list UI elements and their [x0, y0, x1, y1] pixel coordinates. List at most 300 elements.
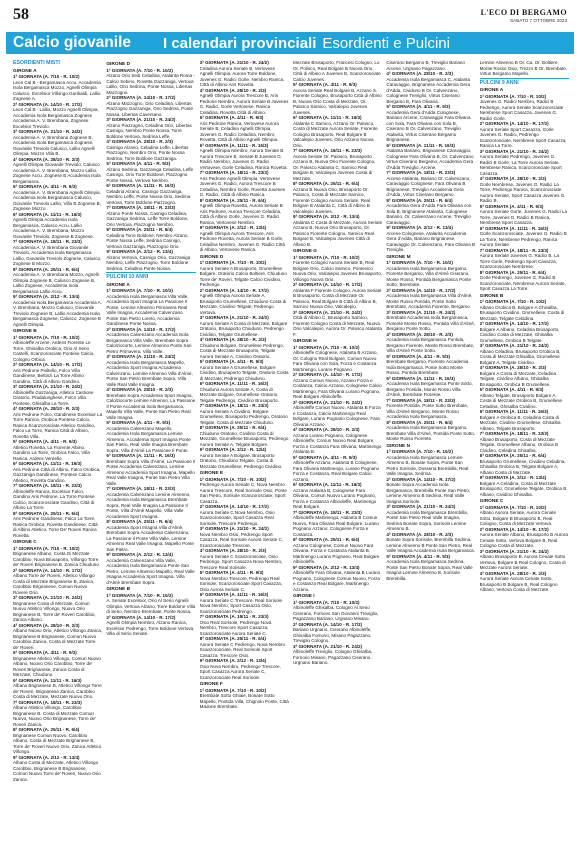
fixture-list: Albinoleffe Gazzaniga, Atletico Castione Oratorio, Pradalunghese, Folco Villa Pontese, Ghisalba La Torre. [13, 389, 94, 406]
matchday-heading: 3ª GIORNATA (A. 21/10 - R. 24/2) [292, 309, 363, 315]
fixture-list: Accademia Calvenzano Accademia Isola Bergamasca Villa Valle, Brembate Sopra Calolziocorte, Lemine Almenno Ponte San Pietro Primavera, Villa Valle. [106, 332, 192, 354]
matchday-heading: 4ª GIORNATA (A. 28/10 - R. 2/3) [13, 622, 80, 628]
fixture-list: Arcene Atalanta, Bariano Or. Calvenzano, Caravaggio Colognese, Fara Olivana B Brignanese, Treviglio Accademia Gera d'Adda, Virtus Ciserano Bergamo. [386, 175, 471, 197]
matchday-heading: 2ª GIORNATA (A. 14/10 - R. 17/2) [386, 287, 456, 293]
fixture-list: Celadina Alzano, Casnigo Gazzaniga, Nembro Leffe, Ponte Nossa Orio, Sedrina Vertova, Torre Boldone Piazzogno. [106, 188, 191, 205]
matchday-heading: 7ª GIORNATA (A. 18/11 - R. 23/3) [13, 699, 82, 705]
fixture-list: Albinoleffe Treviglio, Cologno Ghisalba, Fornovo Misano, Pagazzano Ciserano, Urgnano Bariano. [292, 649, 373, 665]
group-heading: GIRONE E [199, 471, 224, 476]
matchday-heading: 2ª GIORNATA (A. 14/10 - R. 17/2) [479, 526, 549, 532]
fixture-list: Accademia Isola Bergamasca Sedrina, Ponte San Pietro Bonate Sopra, Real Valle Imagna Lemine Almenno B, Sorisole Brembilla. [386, 559, 473, 581]
fixture-list: Accademia Isola Bergamasca Pontida, Bergamo Fiorente, Monte Rosso Brembate, Villa d'Almè Ponte Sotto. [386, 337, 475, 353]
matchday-heading: 1ª GIORNATA (A. 7/10 - R. 10/2) [199, 687, 267, 693]
matchday-heading: 7ª GIORNATA (A. 18/11 - R. 23/3) [292, 148, 362, 153]
section-title: Calcio giovanile [13, 34, 132, 51]
matchday-heading: 3ª GIORNATA (A. 21/10 - R. 24/2) [292, 399, 363, 405]
fixture-list: Brignanese Atletico Villongo, Comun Nuovo Albano, Nuovo Orio Carobbio, Torre de' Roveri Brignanese, Zanica Costa di Mezzate, Chiuduno. [13, 655, 101, 677]
matchday-heading: 6ª GIORNATA (A. 11/11 - R. 16/3) [199, 381, 269, 386]
group-heading: GIRONE I [292, 594, 315, 599]
matchday-heading: 2ª GIORNATA (A. 14/10 - R. 17/2) [199, 287, 269, 293]
matchday-heading: 7ª GIORNATA (A. 18/11 - R. 23/3) [199, 614, 269, 619]
fixture-list: Accademia A. V. Brembana Zognese B, Accademia Isola Bergamasca Zognese, Giovanile Treviolo Calusco, Lallio Agnelli Olimpia, Mozzo Villa B. [13, 134, 95, 156]
matchday-heading: 4ª GIORNATA (A. 28/10 - R. 2/3) [199, 337, 267, 342]
group-heading: GIRONE B [479, 293, 504, 299]
matchday-heading: 7ª GIORNATA (A. 18/11 - R. 23/3) [479, 431, 549, 436]
fixture-list: Albinoleffe Arcene, Ardens Fiorente Le Torre, Ghisalba Orobica, Orio Al Serio Castelli, Scanzorosciate Pontese Calcio, Cologno Orbica. [13, 340, 95, 362]
fixture-list: Brembate Bergamo, Fiorente Accademia Isola Bergamasca, Ponte Sotto Monte Rosso, Pontida Brembate. [386, 359, 469, 375]
matchday-heading: 2ª GIORNATA (A. 14/10 - R. 17/2) [13, 362, 83, 367]
matchday-heading: 4ª GIORNATA (A. 28/10 - R. 2/3) [386, 331, 453, 337]
fixture-list: Bolgare A Celadina, Costa di Mezzate Brusaporto, Grumellese Telgate, Orobica B Albano, Cividino Ghisalba. [479, 480, 567, 497]
fixture-list: Nova Nembro Osio, Pedrengo Sport Casazza, Real Sorisole Aurora Seriate C, Scanzorosciate Trescore. [199, 531, 284, 548]
fixture-list: Atalanta C Sarnico, Azzano Or. Palosco, Costa di Mezzate Aurora Seriate, Fiorente Cologno Brusaporto, Real Bolgare B Valcalepio Juvenes, Orio Azzano Nuova Orio. [292, 120, 378, 148]
fixture-list: Bolgare A Costa di Mezzate, Celadina Telgate, Cividino Albano, Ghisalba Brusaporto, Orobica B Grumellese. [479, 370, 556, 387]
matchday-heading: 9ª GIORNATA (A. 2/12 - R. 13/4) [106, 552, 173, 557]
fixture-list: Accademia Isola Bergamasca Villa Valle, Accademia Sport Imagna La Passione Il Ponte, Lemine Almenno Primavera Real Valle Imagna, Accademia Calvenzano Ponte San Pietro Loreto, Accademia Gandinese Ponte Nossa. [106, 293, 189, 326]
matchday-heading: 8ª GIORNATA (A. 25/11 - R. 6/4) [199, 197, 266, 203]
matchday-heading: 4ª GIORNATA (A. 28/10 - R. 2/3) [199, 87, 267, 93]
matchday-heading: 1ª GIORNATA (A. 7/10 - R. 10/2) [199, 260, 267, 265]
matchday-heading: 5ª GIORNATA (A. 4/11 - R. 9/3) [386, 353, 451, 359]
brand-name: L'ECO DI BERGAMO [480, 8, 567, 17]
fixture-list: Brignanese Costa di Mezzate, Comun Nuovo Atletico Villongo, Nuovo Orio Brignanese B, Torre de' Roveri Carobbio, Zanica Albano. [13, 600, 96, 622]
fixture-list: Fiorente Pontida, Ponte Sotto Brembate, Villa d'Almè Bergamo, Monte Rosso Accademia Isola Bergamasca. [386, 403, 469, 419]
fixture-list: Accademia Gera d'Adda Colognese, Bariano Arcene, Caravaggio Fara Olivana con Sola, Fara Olivana con Sola B, Ciserano B Or. Calvenzano, Treviglio Atalanta, Virtus Ciserano Bergamo Brignanese. [386, 109, 471, 142]
matchday-heading: 6ª GIORNATA (A. 11/11 - R. 16/3) [479, 409, 549, 414]
fixture-list: Agnelli Olimpia Aurora Trescore B, Aris Pedrone Nembro, Aurora Seriate B Juvenes G. Radici, Gorle Vertovese, Ranica Celadina, Rovetta Città di Albino. [199, 93, 289, 115]
matchday-heading: 7ª GIORNATA (A. 18/11 - R. 23/3) [199, 403, 269, 408]
fixture-list: Agnelli Olimpia Aurora Seriate A, Brusaporto Grumellese, Chiuduno Costa di Mezzate, Cividino Telgate, Pedrengo Vertova. [199, 293, 287, 315]
matchday-heading: 2ª GIORNATA (A. 14/10 - R. 17/2) [292, 372, 363, 377]
fixture-list: Brembate Sopra Villa d'Almè, La Passione Il Ponte Accademia Calvenzano, Lemine Almenno Accademia Sport Imagna, Mapello Real Valle Imagna, Ponte San Pietro Villa Valle. [106, 458, 196, 486]
matchday-heading: 6ª GIORNATA (A. 11/11 - R. 16/3) [106, 183, 175, 188]
fixture-list: Accademia Gera d'Adda Fara Olivana con Sola B, Brignanese Atalanta, Colognese Bariano, Or. Calvenzano Arcene, Treviglio Caravaggio. [386, 203, 472, 225]
matchday-heading: 9ª GIORNATA (A. 2/12 - R. 13/4) [106, 249, 173, 254]
matchday-heading: 5ª GIORNATA (A. 4/11 - R. 9/3) [292, 82, 357, 87]
matchday-heading: 6ª GIORNATA (A. 11/11 - R. 16/3) [292, 482, 362, 487]
fixture-list: Agnelli Olimpia Nembro, Alzano Ranica, Excelsior Pedrengo, Torre Boldone Vertova, Villa di Serio Seriate. [106, 620, 195, 636]
matchday-heading: 1ª GIORNATA (A. 7/10 - R. 10/2) [292, 254, 360, 260]
matchday-heading: 2ª GIORNATA (A. 14/10 - R. 17/2) [199, 504, 269, 509]
category-heading: PULCINI 9 ANNI [479, 79, 519, 86]
matchday-heading: 8ª GIORNATA (A. 25/11 - R. 6/4) [13, 510, 80, 516]
fixture-list: Albano Brignanese B, Atletico Villongo Torre de' Roveri, Brignanese Zanica, Carobbio Costa di Mezzate, Mezzate Nuovo Orio. [13, 683, 102, 699]
fixture-list: Brembate Accademia Isola Bergamasca, Fiorente Monte Rosso, Pontida Villa d'Almè, Bergamo Ponte Sotto. [386, 315, 476, 331]
matchday-heading: 1ª GIORNATA (A. 7/10 - R. 10/2) [13, 334, 80, 340]
fixture-list: Albano Costa di Mezzate, Atletico Villongo Carobbio, Brignanese B Brignanese, Comun Nuovo Torre de' Roveri, Nuovo Orio Zanica. [13, 760, 101, 782]
fixture-list: Brignanese Albano, Costa Di Mezzate Carobbio, Nova Brusaporto, Villongo Torre de' Roveri Brignanese B, Zanica Chiuduno. [13, 551, 101, 567]
matchday-heading: 2ª GIORNATA (A. 14/10 - R. 17/2) [13, 101, 83, 107]
matchday-heading: 5ª GIORNATA (A. 4/11 - R. 9/3) [292, 454, 357, 460]
fixture-list: Aurora Seriate Aurora Cenate Sotto, Brusaporto B Bolgare B, Real Cologno Albano, Vertova Costa di Mezzate. [479, 576, 558, 592]
matchday-heading: 1ª GIORNATA (A. 7/10 - R. 10/2) [386, 449, 453, 454]
matchday-heading: 8ª GIORNATA (A. 25/11 - R. 6/4) [13, 727, 80, 732]
matchday-heading: 3ª GIORNATA (A. 21/10 - R. 24/2) [479, 548, 549, 554]
fixture-list: Aris Pedrone Città di Albino, Falco Orobica, Gazzaniga Gandinese, Pontese Calcio Atletico, Rovetta Gandino. [13, 466, 101, 483]
matchday-heading: 5ª GIORNATA (A. 4/11 - R. 9/3) [199, 570, 264, 575]
fixture-list: Osio Nova Nembro, Pedrengo Trescore, Sport Casazza Aurora Seriate C, Scanzorosciate Real Sorisole. [199, 663, 281, 680]
fixture-list: Fiorente Cologno Aurora Seriate B, Real Bolgare Orio, Calcio Sarnico, Pontevico Nuova Orio, Valcalepio Juvenes Brusaporto, Villongo Nuova Orio. [292, 260, 383, 282]
fixture-list: Gorle Nembrese, Juvenes G. Radici La Torre, Pedrengo Ranica, Scanzorosciate Aurora Seriate, Sport Casazza Juvenes G. Radici B. [479, 181, 566, 203]
group-heading: GIRONE H [292, 339, 317, 344]
matchday-heading: 2ª GIORNATA (A. 14/10 - R. 17/2) [106, 95, 176, 100]
matchday-heading: 1ª GIORNATA (A. 7/10 - R. 10/2) [292, 344, 360, 350]
matchday-heading: 4ª GIORNATA (A. 28/10 - R. 2/3) [479, 365, 547, 370]
matchday-heading: 6ª GIORNATA (A. 11/11 - R. 16/3) [479, 225, 549, 231]
matchday-heading: 9ª GIORNATA (A. 2/12 - R. 13/4) [292, 214, 360, 219]
group-heading: GIRONE A [479, 88, 504, 93]
fixture-list: Bonate Sopra Sorisole, Brembilla Sedrina, Lemine Almenno B Ponte San Pietro, Real Valle Imagna Accademia Isola Bergamasca. [386, 537, 475, 553]
matchday-heading: 2ª GIORNATA (A. 14/10 - R. 17/2) [106, 326, 176, 332]
fixture-list: Albano Torre de' Roveri, Atletico Villongo Costa di Mezzate Brignanese B, Zanica, Carobbio Brignanese, Comun Nuovo Rovere Orio. [13, 573, 95, 595]
fixture-list: Chiuduno Bolgare, Grumellese Pedrengo, Costa di Mezzate Brusaporto, Telgate Aurora Seriate A, Cividino Oratorio. [199, 342, 285, 359]
fixture-list: Albano Nuovo Orio, Atletico Villongo Zanica, Brignanese B Brignanese, Comun Nuovo Carobbio Zanica, Costa di Mezzate Torre de' Roveri. [13, 628, 103, 650]
matchday-heading: 3ª GIORNATA (A. 21/10 - R. 24/2) [13, 595, 83, 600]
fixture-list: Aurora Seriate A Grumellese, Bolgare Cividino, Brusaporto Telgate, Oratorio Costa di Mezzate, Pedrengo Chiuduno. [199, 364, 289, 381]
matchday-heading: 5ª GIORNATA (A. 4/11 - R. 9/3) [106, 161, 171, 166]
matchday-heading: 7ª GIORNATA (A. 18/11 - R. 23/3) [386, 397, 456, 403]
matchday-heading: 6ª GIORNATA (A. 11/11 - R. 16/3) [386, 142, 455, 148]
fixture-list: Mezzate Brusaporto, Francesi Cologno, Lo Or. Polisco, Real Bolgare B Nuova Orio, Città di Albino A Juvenes B, Scanzorosciate Calcio Juvenes. [292, 60, 381, 82]
matchday-heading: 9ª GIORNATA (A. 2/12 - R. 13/4) [199, 447, 267, 452]
fixture-list: Accademia Isola Bergamasca Bergamo, Fiorente Bergamo, Villa d'Almè Ciserano, Monte Rosso, Pontida Bergamasca Ponte Sotto, Brembate. [386, 265, 471, 287]
matchday-heading: 7ª GIORNATA (A. 18/11 - R. 23/3) [386, 170, 456, 175]
matchday-heading: 9ª GIORNATA (A. 2/12 - R. 13/4) [13, 294, 80, 299]
fixture-list: Albinoleffe Comun Nuovo, Atalanta B Forza e Costanza, Calcio Martinengo Real Bolgare, Lurano Pognano Colognese, Fara Olivana Azzano. [292, 405, 381, 427]
fixture-list: Accademia Isola Bergamasca Accademia A. V. Brembana, Mozzo Calusco, Giovanile Treviolo Zognese B, Lallio Accademia Isola Bergamasca Zognese, Calusco, Zognese B Agnelli Olimpia. [13, 299, 102, 327]
calendar-columns [13, 60, 569, 842]
matchday-heading: 5ª GIORNATA (A. 4/11 - R. 9/3) [106, 420, 171, 425]
matchday-heading: 5ª GIORNATA (A. 4/11 - R. 9/3) [386, 553, 451, 559]
text-column-6 [480, 60, 569, 842]
matchday-heading: 2ª GIORNATA (A. 14/10 - R. 17/2) [386, 476, 456, 482]
matchday-heading: 2ª GIORNATA (A. 14/10 - R. 17/2) [292, 282, 363, 287]
fixture-list: Aurora Seriate A Cividino, Bolgare Grumellese, Brusaporto Pedrengo, Oratorio Telgate, Costa di Mezzate Chiuduno. [199, 408, 288, 425]
fixture-list: Accademia Isola Bergamasca Lemine Almenno B, Bonate Sopra, Ponte San Pietro Sorisole, Dossena Brembilla, Real Valle Imagna, Sedrina. [386, 454, 469, 476]
matchday-heading: 3ª GIORNATA (A. 21/10 - R. 24/2) [199, 60, 269, 65]
fixture-list: Gorle Pedrengo, Juvenes G. Radici B Scanzorosciate, Nembrese Aurora Seriate, Sport Casazza La Torre. [479, 275, 566, 291]
text-column-2 [106, 60, 195, 842]
matchday-heading: 2ª GIORNATA (A. 14/10 - R. 17/2) [13, 567, 83, 573]
matchday-heading: 7ª GIORNATA (A. 18/11 - R. 23/3) [479, 247, 549, 253]
fixture-list: Gorle Scanzorosciate, Juvenes G. Radici B La Torre, Nembrese Pedrengo, Ranica Aurora Seriate. [479, 231, 567, 247]
matchday-heading: 6ª GIORNATA (A. 11/11 - R. 16/3) [13, 677, 82, 683]
fixture-list: Aurora Seriate C Trescore, Real Sorisole Nova Nembro, Sport Casazza Osio, Scanzorosciate Pedrengo. [199, 597, 283, 614]
fixture-list: Città di Albino C, Brusaporto Sarnico, Fiorente Cologno Costa di Mezzate, Nuova Orio Valcalepio, Aurora Or. Palosco Atalanta F. [292, 315, 382, 337]
fixture-list: Alzano Orio Sedi Celadina, Atalanta Roma - Calcio Sebino, Rovetta Gazzaniga, Vertova Lallio, Orio Sedrina, Ponte Nossa, Libertas Mazzogno. [106, 73, 195, 95]
fixture-list: Aris Pedrone Gandinese, Falco La Torre, Ranica Orobica, Rovetta Gandinese, Città di Albino Atletico, Torre De' Roveri Ranica Rovetta. [13, 516, 98, 538]
matchday-heading: 5ª GIORNATA (A. 4/11 - R. 9/3) [479, 387, 544, 392]
fixture-list: Accademia Isola Bergamasca Brembilla, Ponte San Pietro Real Valle Imagna, Sedrina Bonate Sopra, Sorisole Lemine Almenno B. [386, 509, 468, 531]
fixture-list: Albinoleffe Ghisalba, Cologno Al Serio Ciserano, Fornovo San Giovanni Treviglio, Pagazzano Bariano, Urgnano Misano. [292, 605, 379, 621]
matchday-heading: 2ª GIORNATA (A. 14/10 - R. 17/2) [479, 121, 549, 126]
fixture-list: Atalanta F Fiorente Cologno, Aurora Seriate B Brusaporto, Costa di Mezzate Or. Palosco, Real Bolgare B Città di Albino B, Sarnico Nuova Orio, Valcalepio. [292, 287, 382, 309]
matchday-heading: 7ª GIORNATA (A. 18/11 - R. 23/3) [106, 205, 176, 210]
fixture-list: Accademia Calvenzano Villa Valle, Accademia Isola Bergamasca Ponte San Pietro, Lemine Almenno Mapello, Real Valle Imagna Accademia Sport Imagna, Villa d'Almè Brembate Sopra. [106, 557, 195, 585]
matchday-heading: 5ª GIORNATA (A. 4/11 - R. 9/3) [386, 104, 451, 109]
group-heading: GIRONE A [106, 282, 130, 288]
matchday-heading: 6ª GIORNATA (A. 11/11 - R. 16/3) [13, 211, 82, 217]
matchday-heading: 3ª GIORNATA (A. 21/10 - R. 24/2) [479, 148, 549, 154]
category-heading: PULCINI 10 ANNI [106, 274, 149, 280]
matchday-heading: 1ª GIORNATA (A. 7/10 - R. 10/2) [199, 476, 267, 482]
matchday-heading: 3ª GIORNATA (A. 21/10 - R. 24/2) [386, 504, 456, 509]
matchday-heading: 8ª GIORNATA (A. 25/11 - R. 6/4) [13, 266, 80, 272]
group-heading: GIRONE D [199, 254, 224, 260]
fixture-list: Albano Aurora Seriate, Aurora Cenate Sotto, Bolgare B Brusaporto B, Real Cologno, Costa di Mezzate Vertova. [479, 510, 556, 526]
matchday-heading: 4ª GIORNATA (A. 28/10 - R. 2/3) [13, 406, 80, 411]
fixture-list: Aris Pedrone Ranica, Vertovese Aurora Seriate B, Celadina Agnelli Olimpia, Juvenes G. Radici Celadina, Nembro Rovetta, Città di Albino Agnelli Olimpia. [199, 120, 279, 142]
matchday-heading: 4ª GIORNATA (A. 28/10 - R. 2/3) [106, 139, 173, 144]
fixture-list: A. Seriate Excelsior, Orio Al Serio Agnelli Olimpia, Vertova Alzano, Torre Boldone Villa di Serio, Nembro Brembate, Ponte Nossa. [106, 598, 196, 614]
fixture-list: Aurora Seriate A Costa di Mezzate, Bolgare Oratorio, Brusaporto Chiuduno, Pedrengo Cividino, Telgate Grumellese. [199, 320, 288, 337]
matchday-heading: 9ª GIORNATA (A. 2/12 - R. 13/4) [292, 564, 360, 570]
matchday-heading: 1ª GIORNATA (A. 7/10 - R. 10/2) [479, 299, 547, 304]
matchday-heading: 1ª GIORNATA (A. 7/10 - R. 10/2) [479, 93, 547, 99]
matchday-heading: 2ª GIORNATA (A. 14/10 - R. 17/2) [106, 614, 176, 620]
matchday-heading: 1ª GIORNATA (A. 7/10 - R. 10/2) [479, 504, 547, 510]
fixture-list: Pedrengo Aurora Seriate C, Nova Nembro Aurora Trescore, Real Sorisole Osio, Ponte San Pietro, Sorisole Scanzorosciate, Sport Casazza. [199, 482, 287, 504]
fixture-list: Alzano Mazzogno, Orio Celadina, Libertas Piazzogno Gazzaniga, Orio Sedrina, Ponte Nossa, Libertas Caversano. [106, 100, 194, 117]
group-heading: GIRONE C [479, 499, 504, 504]
fixture-list: Albano Celadina, Brusaporto Orobica B, Costa di Mezzate Ghisalba, Grumellese Bolgare A, Telgate Cividino. [479, 348, 561, 365]
matchday-heading: 8ª GIORNATA (A. 25/11 - R. 6/4) [292, 181, 360, 186]
matchday-heading: 8ª GIORNATA (A. 25/11 - R. 6/4) [292, 537, 360, 542]
matchday-heading: 7ª GIORNATA (A. 18/11 - R. 23/3) [13, 483, 82, 488]
matchday-heading: 2ª GIORNATA (A. 14/10 - R. 17/2) [292, 621, 363, 627]
fixture-list: Azzano Lurano Pognano, Colognese Albinoleffe, Comun Nuovo Real Bolgare, Forza e Costanza Fara Olivana, Martinengo Atalanta B. [292, 432, 382, 454]
matchday-heading: 3ª GIORNATA (A. 21/10 - R. 24/2) [199, 526, 269, 531]
matchday-heading: 4ª GIORNATA (A. 28/10 - R. 2/3) [479, 176, 547, 181]
matchday-heading: 8ª GIORNATA (A. 25/11 - R. 6/4) [386, 419, 453, 425]
fixture-list: Atalanta Bariano, Brignanese Caravaggio, Colognese Fara Olivana B, Or. Calvenzano Virtus Ciserano Bergamo, Accademia Gera d'Adda Treviglio, Arcene. [386, 148, 474, 170]
headline: I calendari provinciali [163, 34, 317, 52]
fixture-list: Aris Pedrone Agnelli Olimpia, Vertovese Juvenes G. Radici, Aurora Trescore B Celadina, Nembro Gorle, Rovetta Juvenes G. Radici, Città di Albino Ranica. [199, 175, 286, 197]
text-column-4 [293, 60, 382, 842]
subheadline: Esordienti e Pulcini [322, 34, 450, 52]
fixture-list: Accademia Calvenzano Mapello, Accademia Isola Bergamasca Lemine Almenno, Accademia Sport Imagna Ponte San Pietro, Real Valle Imagna Brembate Sopra, Villa d'Almè La Passione Il Ponte. [106, 425, 191, 453]
group-heading: GIRONE G [292, 249, 317, 254]
fixture-list: Accademia Isola Bergamasca Mapello, Accademia Sport Imagna Accademia Calvenzano, Lemine Almenno Villa d'Almè, Ponte San Pietro Brembate Sopra, Villa Valle Real Valle Imagna. [106, 359, 193, 387]
matchday-heading: 8ª GIORNATA (A. 25/11 - R. 6/4) [199, 636, 266, 641]
matchday-heading: 8ª GIORNATA (A. 25/11 - R. 6/4) [386, 197, 453, 203]
fixture-list: Leon Cal B - Bergamasca Accu. Accademia Isola Bergamasca Mozzo, Agnelli Olimpia Calusco, Excelsior Villongo Garibaldi, Lallio Zognese A. [13, 79, 101, 101]
fixture-list: Albano Atletico Villongo, Carobbio Brignanese B, Costa di Mezzate Comun Nuovo, Nuovo Orio Brignanese, Torre de' Roveri Zanica. [13, 705, 96, 727]
fixture-list: Brusaporto Grumellese, Cividino Celadina, Ghisalba Orobica B, Telgate Bolgare A, Albano Costa di Mezzate. [479, 458, 566, 475]
matchday-heading: 3ª GIORNATA (A. 21/10 - R. 24/2) [292, 643, 363, 649]
matchday-heading: 3ª GIORNATA (A. 21/10 - R. 24/2) [106, 117, 176, 122]
matchday-heading: 1ª GIORNATA (A. 7/10 - R. 10/2) [386, 260, 453, 265]
fixture-list: Albano Brusaporto B, Aurora Cenate Sotto Vertova, Bolgare B Real Cologno, Costa di Mezzate Aurora Seriate. [479, 554, 566, 570]
fixture-list: Aurora Seriate A Bolgare, Brusaporto Oratorio, Chiuduno Telgate, Costa di Mezzate Grumellese, Pedrengo Cividino. [199, 452, 283, 469]
fixture-list: Chiuduno Aurora Seriate A, Costa di Mezzate Bolgare, Grumellese Oratorio, Telgate Pedrengo, Cividino Brusaporto. [199, 386, 279, 403]
fixture-list: Aurora Seriate C Nova Nembro, Osio Scanzorosciate, Sport Casazza Real Sorisole, Trescore Pedrengo. [199, 509, 275, 526]
matchday-heading: 1ª GIORNATA (A. 7/10 - R. 10/2) [292, 599, 360, 605]
matchday-heading: 8ª GIORNATA (A. 25/11 - R. 6/4) [479, 269, 546, 275]
matchday-heading: 4ª GIORNATA (A. 28/10 - R. 2/3) [199, 548, 267, 553]
section-divider [106, 272, 195, 273]
matchday-heading: 5ª GIORNATA (A. 4/11 - R. 9/3) [13, 439, 77, 444]
matchday-heading: 2ª GIORNATA (A. 14/10 - R. 17/2) [479, 321, 549, 326]
group-heading: GIRONE A [13, 68, 37, 74]
issue-date: SABATO 7 OTTOBRE 2023 [510, 18, 567, 23]
fixture-list: Albinoleffe Azzano, Atalanta B Colognese, Fara Olivana Martinengo, Lurano Pognano Forza e Costanza, Real Bolgare Calcio Azzano. [292, 460, 380, 482]
matchday-heading: 6ª GIORNATA (A. 11/11 - R. 16/3) [386, 375, 455, 381]
fixture-list: Casnigo Alzano, Celadina Leffe, Libertas Piazzogno, Nembro Orio, Ponte Nossa Sedrina, Torre Boldone Gazzaniga. [106, 144, 189, 161]
matchday-heading: 5ª GIORNATA (A. 4/11 - R. 9/3) [199, 359, 264, 364]
page-header [13, 6, 567, 28]
fixture-list: Aris Pedrone Folco, Gandinese Excelsior La Torre Ranica, Orobica Pontese Calcio, Ranica Scanzorosciate Atletico Gandino, Falco La Torre, Ranica Città di Albino, Rovetta Villa. [13, 411, 103, 439]
fixture-list: Accademia A. V. Brembana Mozzo, Agnelli Olimpia Zognese B, Calusco Zognese B, Lallio Zognese, Accademia Isola Bergamasca Lallio Accu. [13, 272, 99, 294]
fixture-list: Aurora Seriate Real Bolgare B, Azzano S. Fiorente Cologno, Brusaporto Città di Albino B, Nuova Orio Costa di Mezzate, Or. Palosco Sarnico, Valcalepio Juvenes Juvenes. [292, 87, 382, 115]
fixture-list: Azzano B Nuova Orio, Brusaporto Or. Palosco, Costa di Mezzate Sarnico, Fiorente Cologno Aurora Seriate, Real Bolgare B Atalanta C, Città di Albino B Valcalepio Juvenes. [292, 186, 371, 214]
section-banner [6, 32, 574, 54]
matchday-heading: 3ª GIORNATA (A. 21/10 - R. 24/2) [386, 309, 456, 315]
fixture-list: Azzano Colognese, Comun Nuovo Fara Olivana, Forza e Costanza Atalanta B, Martinengo Lurano Pognano, Real Bolgare Albinoleffe. [292, 542, 380, 564]
fixture-list: Celadina Torre Boldone, Nembro Alzano, Ponte Nossa Leffe, Sedrina Casnigo, Vertova Gazzaniga, Piazzogno Orio. [106, 232, 189, 249]
fixture-list: Azzano Comun Nuovo, Azzano Forza e Costanza, Calcio Azzano, Colognese Calcio Martinengo, Fara Olivana Lurano Pognano, Real Bolgare Albinoleffe. [292, 377, 382, 399]
matchday-heading: 3ª GIORNATA (A. 21/10 - R. 24/2) [106, 354, 176, 359]
fixture-list: Agnelli Olimpia Aurora Trescore, Aris Pedrone Rovetta, Aurora Seriate B Gorle, Celadina Nembro, Juvenes G. Radici Città di Albino, Vertovese Ranica. [199, 230, 286, 252]
matchday-heading: 7ª GIORNATA (A. 18/11 - R. 23/3) [292, 509, 362, 515]
fixture-list: Nova Nembro Trescore, Pedrengo Real Sorisole, Scanzorosciate Sport Casazza, Osio Aurora Seriate C. [199, 575, 283, 592]
fixture-list: Brignanese Comun Nuovo, Carobbio Albano, Costa di Mezzate Brignanese B, Torre de' Roveri Nuovo Orio, Zanica Atletico Villongo. [13, 732, 102, 754]
fixture-list: Bolgare A Orobica B, Celadina Costa di Mezzate, Cividino Grumellese, Ghisalba Albano, Telgate Brusaporto. [479, 414, 561, 431]
fixture-list: Aurora Seriate Or. Palosco, Brusaporto Azzano B, Nuova Orio Fiorente Cologno, Or. Palosco Atalanta C, Sarnico Real Bolgare B, Valcalepio Juvenes Costa di Mezzate. [292, 153, 376, 181]
group-heading: GIRONE B [13, 329, 37, 334]
fixture-list: Aurora Seriate Pedrengo, Juvenes G. Radici B Gorle, La Torre Aurora Seriate, Nembrese Ranica, Scanzorosciate Sport Casazza. [479, 154, 562, 176]
fixture-list: Atletico Rovetta, La Fiorente Albino, Gandino La Torre, Orobica Falco, Villa Ranica, Ardens Verdello. [13, 444, 90, 461]
category-heading: ESORDIENTI MISTI [13, 60, 60, 66]
fixture-list: Leon Cal B - Lallio, Mozzo Agnelli Olimpia, Accademia Isola Bergamasca Zognese Accademia A. V. Brembana, Zognese Excelsior Treviolo. [13, 107, 99, 129]
matchday-heading: 4ª GIORNATA (A. 28/10 - R. 2/3) [386, 531, 453, 537]
matchday-heading: 4ª GIORNATA (A. 28/10 - R. 2/3) [386, 71, 453, 76]
fixture-list: Alzano Vertova, Casnigo Orio, Gazzaniga Nembro, Leffe Piazzogno, Torre Boldone Sedrina, Celadina Ponte Nossa. [106, 254, 191, 271]
fixture-list: Accademia Isola Bergamasca C, Atalanta Caravaggio, Brignanese Accademia Gera d'Adda, Cividuno B Or. Calvenzano, Colognese Treviglio, Virtus Ciserano Bergamo B, Fara Olivana. [386, 76, 470, 104]
matchday-heading: 1ª GIORNATA (A. 7/10 - R. 10/2) [13, 545, 80, 551]
matchday-heading: 9ª GIORNATA (A. 2/12 - R. 13/4) [479, 475, 547, 480]
matchday-heading: 9ª GIORNATA (A. 2/12 - R. 13/4) [386, 225, 453, 230]
fixture-list: Agnelli Olimpia Rovetta, Aurora Seriate B Aris Pedrone, Aurora Trescore Celadina, Città di Albino Gorle, Juvenes G. Radici Ranica, Vertovese Nembro. [199, 203, 283, 225]
matchday-heading: 3ª GIORNATA (A. 21/10 - R. 24/2) [479, 343, 549, 348]
matchday-heading: 5ª GIORNATA (A. 4/11 - R. 9/3) [13, 184, 77, 189]
matchday-heading: 5ª GIORNATA (A. 4/11 - R. 9/3) [13, 650, 77, 655]
fixture-list: Agnelli Olimpia Accademia Isola Bergamasca, Calusco Accu. Lallio Accademia A. V. Brembana, Mozzo Giovanile Treviolo, Zognese B Zognese. [13, 217, 94, 239]
fixture-list: Azzano Atalanta B, Colognese Fara Olivana, Comun Nuovo Lurano Pognano, Forza e Costanza Albinoleffe, Martinengo Real Bolgare. [292, 487, 377, 509]
text-column-5 [386, 60, 475, 842]
matchday-heading: 5ª GIORNATA (A. 4/11 - R. 9/3) [199, 115, 264, 120]
group-heading: GIRONE D [106, 62, 131, 67]
fixture-list: Albano Orobica B, Bolgare A Ghisalba, Brusaporto Cividino, Grumellese, Costa di Mezzate, Telgate Celadina. [479, 304, 565, 321]
fixture-list: Aurora Seriate Albano, Brusaporto B Aurora Cenate Sotto, Vertova Bolgare B, Real Cologno Costa di Mezzate. [479, 532, 568, 548]
matchday-heading: 6ª GIORNATA (A. 11/11 - R. 16/3) [13, 461, 82, 466]
fixture-list: Albinoleffe Ranica, Excelsior Falco, Gandino Aris Pedrone, La Torre Pontese Calcio, Scanzorosciate Gandino, Città di Albino La Torre. [13, 488, 95, 510]
matchday-heading: 1ª GIORNATA (A. 7/10 - R. 10/2) [106, 592, 173, 598]
matchday-heading: 3ª GIORNATA (A. 21/10 - R. 24/2) [13, 129, 83, 134]
fixture-list: Albano Telgate, Brusaporto Bolgare A, Costa di Mezzate Orobica B, Grumellese Celadina, Ghisalba Cividino. [479, 392, 563, 409]
fixture-list: Alzano Sedrina, Gazzaniga Celadina, Leffe Casnigo, Orio Torre Boldone, Piazzogno Ponte Nossa, Vertova Nembro. [106, 166, 194, 183]
matchday-heading: 8ª GIORNATA (A. 25/11 - R. 6/4) [106, 519, 173, 524]
matchday-heading: 3ª GIORNATA (A. 21/10 - R. 24/2) [13, 384, 83, 389]
fixture-list: Aurora Seriate Gorle, Juvenes G. Radici La Torre, Juvenes G. Radici B Ranica, Nembrese Sport Casazza. [479, 209, 568, 225]
fixture-list: Arcene Colognese, Atalanta Accademia Gera d'Adda, Bariano Brignanese, Caravaggio Or. Calvenzano, Fara Olivana B Treviglio. [386, 230, 476, 252]
fixture-list: Brembate Sotto Ghiaie, Bonate Sotto Mapello, Pontida Villa, Chignolo Ponte, Città Madone Brembate. [199, 693, 289, 709]
fixture-list: Aurora Seriate C Pedrengo, Nova Nembro Scanzorosciate, Real Sorisole Sport Casazza, Trescore Osio. [199, 641, 286, 658]
fixture-list: Ciserano Bergamo B, Treviglio Bariano Arcene, Urgnano Pagazzano. [386, 60, 465, 71]
fixture-list: Bonate Sopra Accademia Isola Bergamasca, Brembilla Ponte San Pietro, Lemine Almenno B Sedrina, Real Valle Imagna Sorisole. [386, 482, 471, 504]
group-heading: GIRONE M [386, 254, 411, 260]
group-heading: GIRONE B [106, 587, 131, 592]
fixture-list: Brembate Sopra Accademia Sport Imagna, Calolziocorte Lemine Almenno, La Passione Il Ponte Accademia Isola Bergamasca, Mapello Villa Valle, Ponte San Pietro Real Valle Imagna. [106, 392, 196, 420]
fixture-list: Alzano Ponte Nossa, Casnigo Celadina, Gazzaniga Sedrina, Leffe Torre Boldone, Orio Vertova, Piazzogno Nembro. [106, 210, 189, 227]
fixture-list: Accademia A. V. Brembana Giovanile Treviolo, Accademia Isola Bergamasca Lallio, Giovanile Treviolo Zognese, Calusco, Zognese B Mozzo. [13, 244, 102, 266]
section-divider [480, 78, 569, 79]
fixture-list: Accademia Isola Bergamasca Ponte Sotto, Bergamo Pontida, Monte Rosso Villa d'Almè, Brembate Fiorente. [386, 381, 473, 397]
matchday-heading: 6ª GIORNATA (A. 11/11 - R. 16/3) [106, 453, 175, 458]
group-heading: GIRONE F [199, 682, 223, 687]
group-heading: GIRONE C [13, 540, 37, 545]
matchday-heading: 1ª GIORNATA (A. 7/10 - R. 10/2) [13, 74, 80, 79]
fixture-list: Aris Pedrone Pioltello, Folco Villa Gandinese, Bettinzi La Torre Albino Gandino, Città di Albino Gandino. [13, 367, 84, 384]
matchday-heading: 6ª GIORNATA (A. 11/11 - R. 16/3) [199, 592, 269, 597]
fixture-list: Alzano Piazzogno, Celadina Orio, Libertas Casnigo, Nembro Ponte Nossa, Torre Boldone Vertova, Sedrina Leffe. [106, 122, 192, 139]
fixture-list: Accademia Isola Bergamasca Bergamo, Brembate Villa d'Almè, Pontida Ponte Sotto, Monte Rosso Fiorente. [386, 425, 476, 441]
page-number: 58 [13, 6, 29, 23]
fixture-list: Accademia A. V. Brembana Agnelli Olimpia, Accademia Isola Bergamasca Calusco, Giovanile Treviolo Lallio, Villa B Zognese B, Zognese Mozzo. [13, 189, 101, 211]
matchday-heading: 4ª GIORNATA (A. 28/10 - R. 2/3) [292, 427, 360, 432]
fixture-list: Aurora Seriate C Scanzorosciate, Osio Pedrengo, Sport Casazza Nova Nembro, Trescore Real Sorisole. [199, 553, 283, 570]
fixture-list: Atalanta C Costa di Mezzate, Aurora Seriate Azzano B, Nuova Orio Brusaporto, Or. Palosco Fiorente Cologno, Sarnico Real Bolgare B, Valcalepio Juvenes Città di Albino B. [292, 219, 383, 247]
fixture-list: Albinoleffe Martinengo, Atalanta B Comun Nuovo, Fara Olivana Real Bolgare, Lurano Pognano Azzano, Colognese Forza e Costanza. [292, 515, 379, 537]
fixture-list: Albinoleffe Colognese, Atalanta B Azzano, Or. Cologno Real Bolgare, Comun Nuovo Fara Olivana con Sola, Forza e Costanza Martinengo, Lurano Pognano. [292, 350, 378, 372]
matchday-heading: 7ª GIORNATA (A. 18/11 - R. 23/3) [106, 486, 176, 491]
fixture-list: Agnelli Olimpia Giovanile Treviolo, Calusco Accademia A. V. Brembana, Mozzo Lallio, Zognese Accu. Zognese B Accademia Isola Bergamasca. [13, 162, 101, 184]
matchday-heading: 9ª GIORNATA (A. 2/12 - R. 13/4) [199, 225, 267, 230]
matchday-heading: 6ª GIORNATA (A. 11/11 - R. 16/3) [199, 142, 269, 148]
matchday-heading: 4ª GIORNATA (A. 28/10 - R. 2/3) [479, 570, 547, 576]
matchday-heading: 8ª GIORNATA (A. 25/11 - R. 6/4) [199, 425, 266, 430]
fixture-list: Accademia Isola Bergamasca Villa d'Almè, Monte Rosso Pontida, Ponte Sotto Brembate, Accademia Fiorente, Bergamo. [386, 293, 473, 309]
masthead [481, 8, 567, 23]
fixture-list: Chiuduno Oratorio, Cividino Costa di Mezzate, Grumellese Brusaporto, Pedrengo Aurora Seriate A, Telgate Bolgare. [199, 430, 289, 447]
fixture-list: Accademia Sport Imagna Villa d'Almè, Brembate Sopra Accademia Calvenzano, La Passione Il Ponte Villa Valle, Lemine Almenno Real Valle Imagna, Mapello Ponte San Pietro. [106, 524, 194, 552]
fixture-list: Albano Brusaporto, Costa di Mezzate Telgate, Grumellese Albano, Orobica B Cividino, Celadina Ghisalba. [479, 436, 558, 453]
matchday-heading: 7ª GIORNATA (A. 18/11 - R. 23/3) [199, 170, 269, 175]
fixture-list: Aurora Seriate Sport Casazza, Gorle Juvenes G. Radici, Pedrengo Scanzorosciate, Nembrese Sport Casazza, Ranica La Torre. [479, 126, 567, 148]
fixture-list: Aurora Seriate A Brusaporto, Grumellese Bolgare, Oratorio Calcio Boltiere, Chiuduno Torre de' Roveri, Telgate Calcio Cividino, Pedrengo. [199, 265, 287, 287]
matchday-heading: 9ª GIORNATA (A. 2/12 - R. 13/4) [199, 658, 267, 663]
matchday-heading: 4ª GIORNATA (A. 28/10 - R. 2/3) [106, 387, 173, 392]
matchday-heading: 9ª GIORNATA (A. 2/12 - R. 13/4) [13, 754, 80, 760]
matchday-heading: 1ª GIORNATA (A. 7/10 - R. 10/2) [106, 288, 173, 293]
fixture-list: Lemine Almenno B Or. Ca. Or. Boltiere, Monte Rosso Osio, Trezzo B Or. Brembate, Virtus Bergamo Mapello. [479, 60, 568, 76]
fixture-list: Bolgare A Albano, Celadina Brusaporto, Cividino Costa di Mezzate, Ghisalba Grumellese, Orobica B Telgate. [479, 326, 560, 343]
matchday-heading: 5ª GIORNATA (A. 4/11 - R. 9/3) [479, 203, 544, 209]
matchday-heading: 8ª GIORNATA (A. 25/11 - R. 6/4) [106, 227, 173, 232]
fixture-list: Aurora Seriate Juvenes G. Radici B, La Torre Gorle, Pedrengo Sport Casazza, Scanzorosciate Nembrese. [479, 253, 559, 269]
text-column-1 [13, 60, 102, 842]
matchday-heading: 6ª GIORNATA (A. 11/11 - R. 16/3) [292, 115, 362, 120]
fixture-list: Osio Real Sorisole, Pedrengo Nova Nembro, Trescore Sport Casazza, Scanzorosciate Aurora Seriate C. [199, 619, 272, 636]
matchday-heading: 3ª GIORNATA (A. 21/10 - R. 24/2) [199, 315, 269, 320]
fixture-list: Agnelli Olimpia Nembro, Aurora Seriate B Aurora Trescore B, Seriate B Juvenes G. Radici Nembro, Juvenes G. Radici Vertovese, Gorle Celadina, Ranica Rovetta. [199, 148, 288, 170]
matchday-heading: 1ª GIORNATA (A. 7/10 - R. 10/2) [106, 67, 173, 73]
fixture-list: Albinoleffe Fara Olivana, Atalanta B Lurano Pognano, Colognese Comun Nuovo, Forza e Costanza Real Bolgare, Martinengo Azzano. [292, 570, 381, 592]
fixture-list: Bariano Urgnano, Ciserano Albinoleffe, Ghisalba Fornovo, Misano Pagazzano, Treviglio Cologno. [292, 627, 372, 643]
matchday-heading: 8ª GIORNATA (A. 25/11 - R. 6/4) [479, 453, 546, 458]
group-heading: GIRONE N [386, 443, 411, 449]
fixture-list: Celadina Aurora Seriate B, Vertovese Agnelli Olimpia, Aurora Torre Boldone, Juvenes G. Radici Gorle, Nembro Ranica, Città di Albino Aris Rovetta. [199, 65, 285, 87]
